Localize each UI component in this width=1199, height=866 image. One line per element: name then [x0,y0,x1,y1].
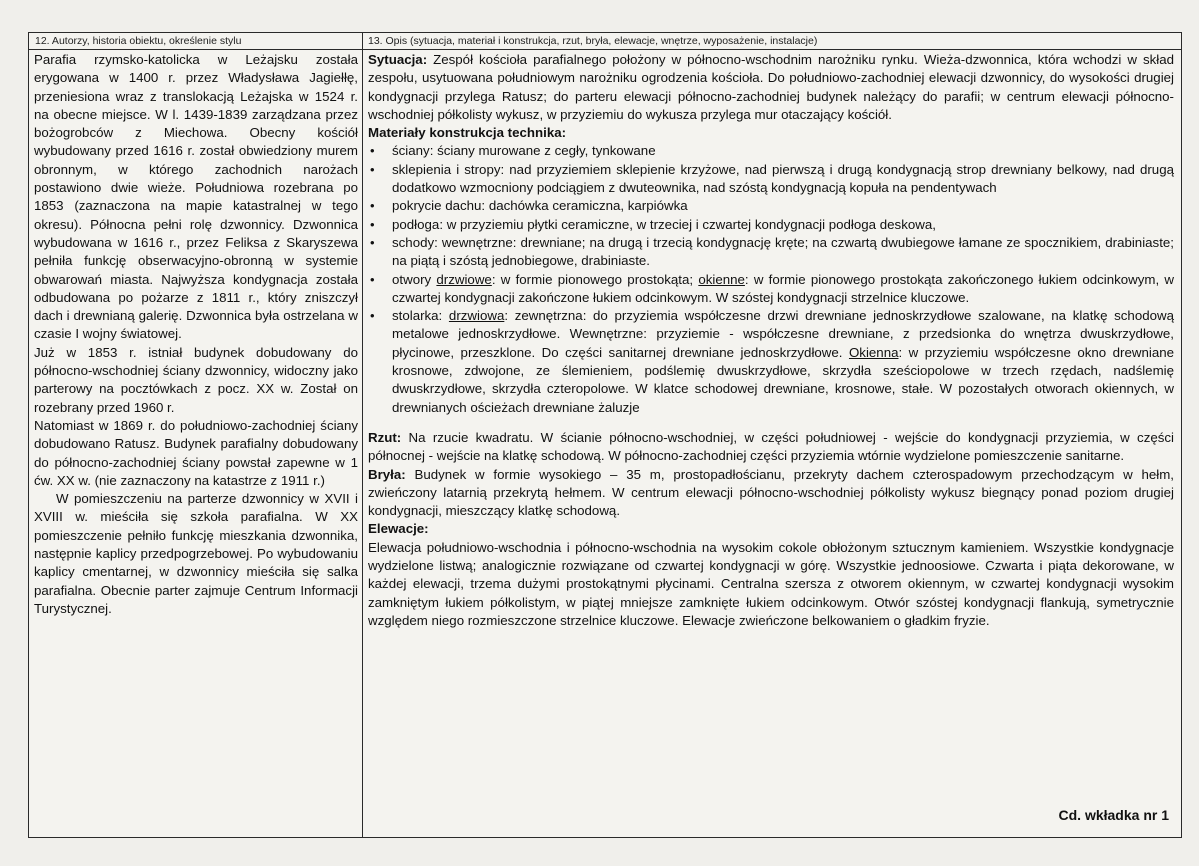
column-divider [362,33,363,837]
list-item: • schody: wewnętrzne: drewniane; na drugą i trzecią kondygnację kręte; na czwartą dwubiegowe łamane ze spocznikiem, drabiniaste; na piątą i szóstą jednobiegowe, drabiniaste. [368,234,1174,271]
list-item: • sklepienia i stropy: nad przyziemiem sklepienie krzyżowe, nad pierwszą i drugą kondygnacją strop drewniany belkowy, nad drugą dodatkowo wzmocniony podciągiem z dwuteownika, nad szóstą kondygnacją kopuła na pendentywach [368,161,1174,198]
section-text: Zespół kościoła parafialnego położony w północno-wschodnim narożniku rynku. Wieża-dzwonnica, która wchodzi w skład zespołu, usytuowana południowym narożniku ogrodzenia kościoła. Do południowo-zachodniej elewacji dzwonnicy, do wysokości drugiej kondygnacji przylega Ratusz; do parteru elewacji północno-zachodniej budynek należący do parafii; w centrum elewacji północno-wschodniej półkolisty wykusz, w przyziemiu do wykusza przylega mur otaczający kościół. [368,52,1174,122]
history-paragraph: W pomieszczeniu na parterze dzwonnicy w XVII i XVIII w. mieściła się szkoła parafialna. W XX pomieszczenie pełniło funkcję mieszkania dzwonnika, następnie kaplicy przedpogrzebowej. Po wybudowaniu kaplicy cmentarnej, w dzwonnicy mieściła się salka parafialna. Obecnie parter zajmuje Centrum Informacji Turystycznej. [34,491,358,616]
section-title: Rzut: [368,429,402,445]
section-text: Budynek w formie wysokiego – 35 m, prostopadłościanu, przekryty dachem czterospadowym przechodzącym w hełm, zwieńczony latarnią przekrytą hełmem. W centrum elewacji północno-wschodniej półkolisty wykusz biegnący ponad poziom drugiej kondygnacji, mieszczący klatkę schodową. [368,466,1174,519]
section-materialy [368,124,1174,417]
history-paragraph: Parafia rzymsko-katolicka w Leżajsku została erygowana w 1400 r. przez Władysława Jagiełłę, przeniesiona wraz z translokacją Leżajska w 1524 r. na obecne miejsce. W l. 1439-1839 zarządzana przez bożogrobców z Miechowa. Obecny kościół wybudowany przed 1616 r. został obwiedziony murem obronnym, w którego zachodnich narożach postawiono dwie wieże. Południowa rozebrana po 1853 (zaznaczona na mapie katastralnej w tego okresu). Północna pełni rolę dzwonnicy. Dzwonnica wybudowana w 1616 r., przez Feliksa z Skaryszewa pełniła funkcję obserwacyjno-obronną w systemie obwarowań miasta. Najwyższa kondygnacja została odbudowana po pożarze z 1811 r., który zniszczył dach i drewnianą galerię. Dzwonnica była ostrzelana w czasie I wojny światowej. [34,52,358,342]
section-title: Materiały konstrukcja technika: [368,125,567,141]
underlined-term: drzwiowa [448,308,505,324]
text-run: : w formie pionowego prostokąta zakończonego łukiem odcinkowym, w czwartej kondygnacji zakończone łukiem odcinkowym. W szóstej kondygnacji strzelnice kluczowe. [392,271,1175,305]
section-bryla [368,466,1174,521]
section-elewacje [368,520,1174,630]
text-run: : zewnętrzna: do przyziemia współczesne drzwi drewniane jednoskrzydłowe szalowane, na klatkę schodową metalowe jednoskrzydłowe. Wewnętrzne: przyziemie - współczesne drewniane, z przedsionka do wnętrza dwuskrzydłowe, płycinowe, przeszklone. Do części sanitarnej drewniane jednoskrzydłowe. [392,308,1175,360]
history-paragraph: Natomiast w 1869 r. do południowo-zachodniej ściany dobudowano Ratusz. Budynek parafialny dobudowany do północno-zachodniej ściany powstał zapewne w 1 ćw. XX w. (nie zaznaczony na katastrze z 1911 r.) [34,417,358,488]
header-history: 12. Autorzy, historia obiektu, określenie stylu [35,35,242,47]
section-title: Elewacje: [368,521,429,537]
section-text: Na rzucie kwadratu. W ścianie północno-wschodniej, w części południowej - wejście do kondygnacji przyziemia, w części północnej - wejście na klatkę schodową. W północno-zachodniej części przyziemia wtórnie wydzielone pomieszczenie sanitarne. [368,429,1174,464]
list-item: • ściany: ściany murowane z cegły, tynkowane [368,142,1174,160]
header-divider [29,49,1181,50]
list-item: • podłoga: w przyziemiu płytki ceramiczne, w trzeciej i czwartej kondygnacji podłoga deskowa, [368,216,1174,234]
text-run: otwory [392,271,437,287]
section-rzut [368,429,1174,466]
list-item: • pokrycie dachu: dachówka ceramiczna, karpiówka [368,197,1174,215]
text-run: : w formie pionowego prostokąta; [491,271,699,287]
section-title: Bryła: [368,466,406,482]
list-item-otwory [368,271,1174,308]
description-column [368,51,1174,630]
history-paragraph: Już w 1853 r. istniał budynek dobudowany do północno-wschodniej ściany dzwonnicy, widoczny jako parterowy na pocztówkach z pocz. XX w. Został on rozebrany przed 1960 r. [34,344,358,415]
section-sytuacja [368,51,1174,124]
record-sheet [28,32,1182,838]
section-text: Elewacja południowo-wschodnia i północno-wschodnia na wysokim cokole obłożonym sztucznym kamieniem. Wszystkie kondygnacje wydzielone listwą; analogicznie rozwiązane od czwartej kondygnacji w górę. Wszystkie jednoosiowe. Czwarta i piąta dekorowane, w każdej elewacji, trzema dużymi prostokątnymi płycinami. Centralna szersza z otworem okiennym, w czwartej kondygnacji wysokim zamkniętym łukiem półkolistym, w piątej mniejsze zamknięte łukiem odcinkowym. Otwór szóstej kondygnacji flankują, symetrycznie względem niego rozmieszczone strzelnice kluczowe. Elewacje zwieńczone belkowaniem o gładkim fryzie. [368,539,1174,628]
text-run: : w przyziemiu współczesne okno drewniane krosnowe, zdwojone, ze ślemieniem, podślemię dwuskrzydłowe, skrzydła sześciopolowe w trzech rzędach, nadślemię dwuskrzydłowe, skrzydła czteropolowe. W klatce schodowej drewniane, krosnowe, stałe. W pozostałych otworach okiennych, w drewnianych ościeżach drewniane żaluzje [392,344,1175,415]
list-item-stolarka [368,307,1174,417]
continuation-note: Cd. wkładka nr 1 [1058,807,1169,823]
underlined-term: okienne [698,271,745,287]
underlined-term: drzwiowe [436,271,492,287]
history-column [34,51,358,618]
materials-list [368,142,1174,416]
text-run: stolarka: [392,308,449,324]
underlined-term: Okienna [848,344,899,360]
section-title: Sytuacja: [368,52,428,67]
header-description: 13. Opis (sytuacja, materiał i konstrukcja, rzut, bryła, elewacje, wnętrze, wyposażenie, instalacje) [368,35,818,47]
